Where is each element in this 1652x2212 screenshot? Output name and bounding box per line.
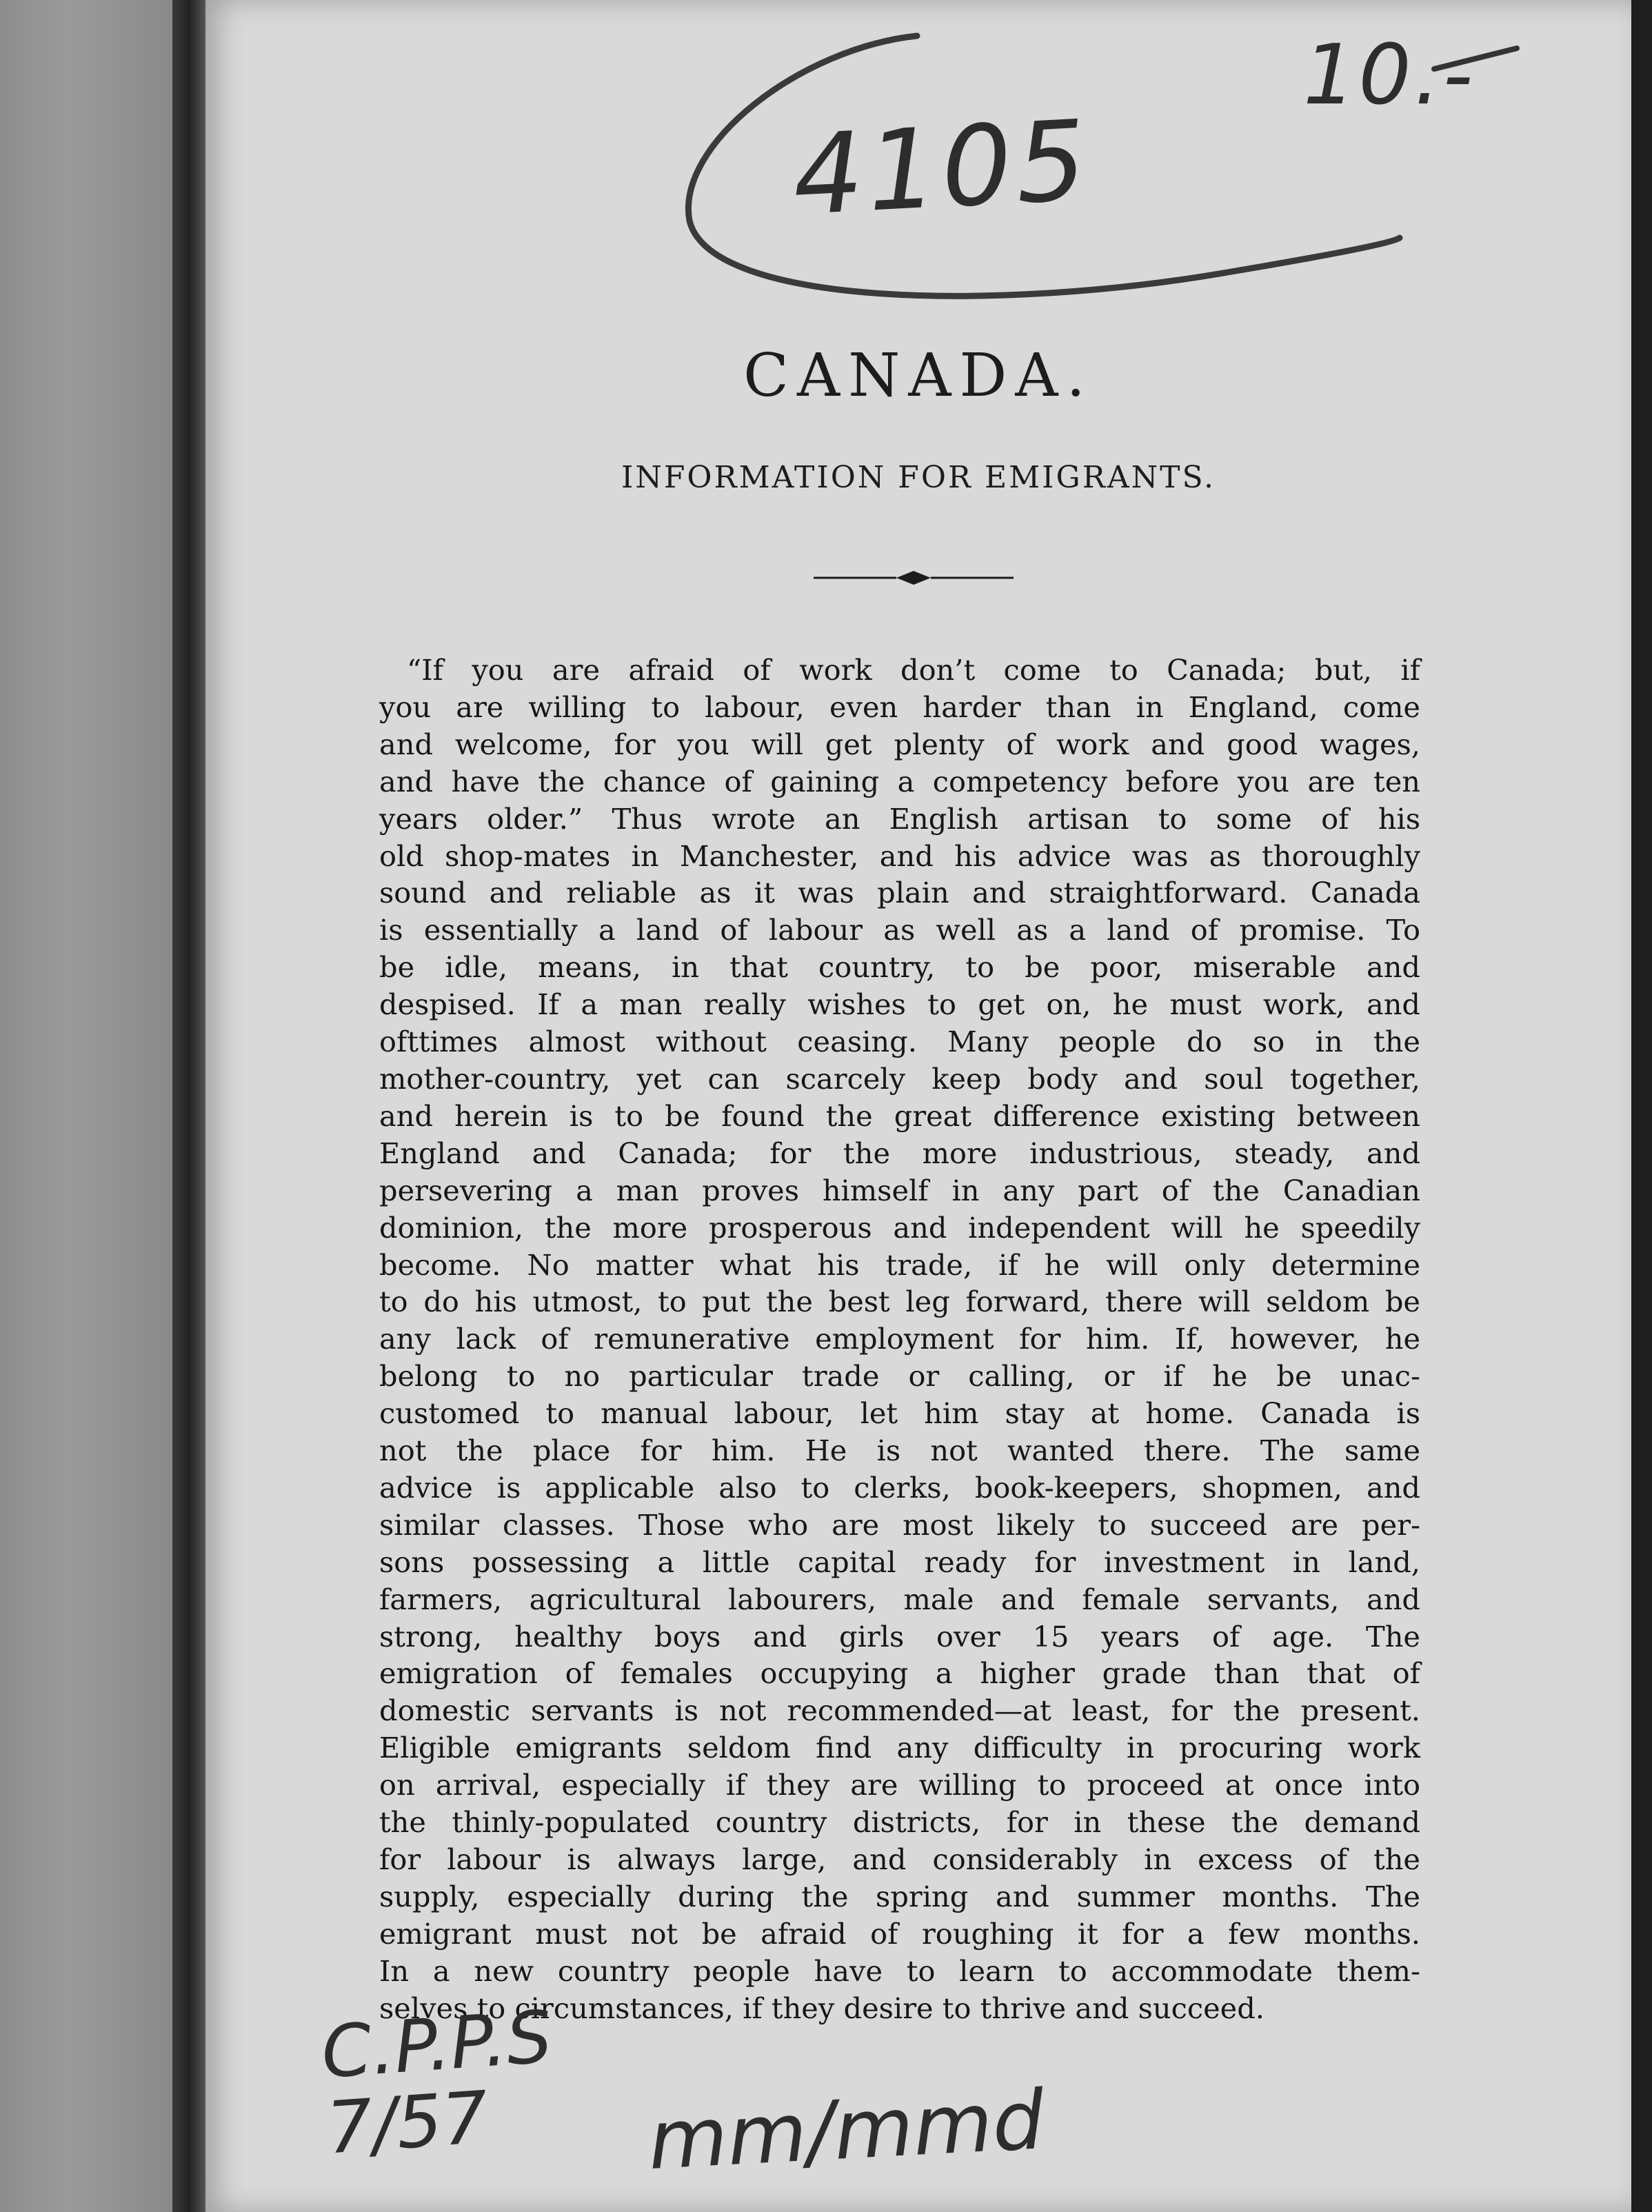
text-line: ofttimes almost without ceasing. Many people do so in the: [379, 1025, 1420, 1059]
text-line: and welcome, for you will get plenty of work and good wages,: [379, 727, 1420, 761]
text-line: be idle, means, in that country, to be poor, miserable and: [379, 950, 1420, 985]
text-line: emigration of females occupying a higher grade than that of: [379, 1656, 1420, 1691]
text-line: farmers, agricultural labourers, male and female servants, and: [379, 1582, 1420, 1616]
handwritten-initials: mm/mmd: [645, 2072, 1047, 2188]
text-line: supply, especially during the spring and summer months. The: [379, 1879, 1420, 1913]
text-line: advice is applicable also to clerks, book-keepers, shopmen, and: [379, 1470, 1420, 1505]
text-line: Eligible emigrants seldom find any difficulty in procuring work: [379, 1731, 1420, 1765]
body-paragraph: [379, 652, 1420, 2027]
text-line: dominion, the more prosperous and independent will he speedily: [379, 1210, 1420, 1245]
handwritten-price: 10.-: [1303, 28, 1476, 123]
text-line: similar classes. Those who are most likely to succeed are per-: [379, 1507, 1420, 1542]
text-line: selves to circumstances, if they desire to thrive and succeed.: [379, 1991, 1265, 2025]
text-line: become. No matter what his trade, if he will only determine: [379, 1247, 1420, 1282]
ornament-divider: [814, 564, 1014, 592]
text-line: customed to manual labour, let him stay at home. Canada is: [379, 1396, 1420, 1431]
text-line: England and Canada; for the more industrious, steady, and: [379, 1136, 1420, 1170]
text-line: for labour is always large, and considerably in excess of the: [379, 1842, 1420, 1876]
text-line: years older.” Thus wrote an English artisan to some of his: [379, 801, 1420, 836]
text-line: the thinly-populated country districts, for in these the demand: [379, 1805, 1420, 1840]
text-line: domestic servants is not recommended—at least, for the present.: [379, 1693, 1420, 1728]
text-line: emigrant must not be afraid of roughing it for a few months.: [379, 1916, 1420, 1951]
text-line: on arrival, especially if they are willing to proceed at once into: [379, 1768, 1420, 1802]
handwritten-call-mark: [319, 1994, 560, 2171]
text-line: strong, healthy boys and girls over 15 years of age. The: [379, 1619, 1420, 1653]
text-line: persevering a man proves himself in any part of the Canadian: [379, 1173, 1420, 1207]
text-line: and have the chance of gaining a competency before you are ten: [379, 764, 1420, 798]
text-line: “If you are afraid of work don’t come to Canada; but, if: [407, 653, 1420, 687]
text-line: you are willing to labour, even harder than in England, come: [379, 690, 1420, 724]
text-line: not the place for him. He is not wanted there. The same: [379, 1434, 1420, 1468]
page-subtitle: INFORMATION FOR EMIGRANTS.: [621, 460, 1216, 495]
page-title: CANADA.: [743, 341, 1094, 410]
text-line: old shop-mates in Manchester, and his advice was as thoroughly: [379, 838, 1420, 873]
text-line: to do his utmost, to put the best leg forward, there will seldom be: [379, 1285, 1420, 1319]
call-mark-line2: 7/57: [323, 2075, 491, 2171]
text-line: any lack of remunerative employment for him. If, however, he: [379, 1322, 1420, 1356]
text-line: and herein is to be found the great difference existing between: [379, 1098, 1420, 1133]
text-line: belong to no particular trade or calling, or if he be unac-: [379, 1359, 1420, 1394]
call-mark-line1: C.P.P.S: [319, 1994, 555, 2095]
text-line: despised. If a man really wishes to get on, he must work, and: [379, 987, 1420, 1022]
text-line: sons possessing a little capital ready for investment in land,: [379, 1545, 1420, 1579]
text-line: mother-country, yet can scarcely keep body and soul together,: [379, 1061, 1420, 1096]
text-line: sound and reliable as it was plain and straightforward. Canada: [379, 876, 1420, 910]
text-line: is essentially a land of labour as well as a land of promise. To: [379, 913, 1420, 947]
text-line: In a new country people have to learn to accommodate them-: [379, 1953, 1420, 1988]
handwritten-catalog-number: 4105: [789, 95, 1094, 241]
